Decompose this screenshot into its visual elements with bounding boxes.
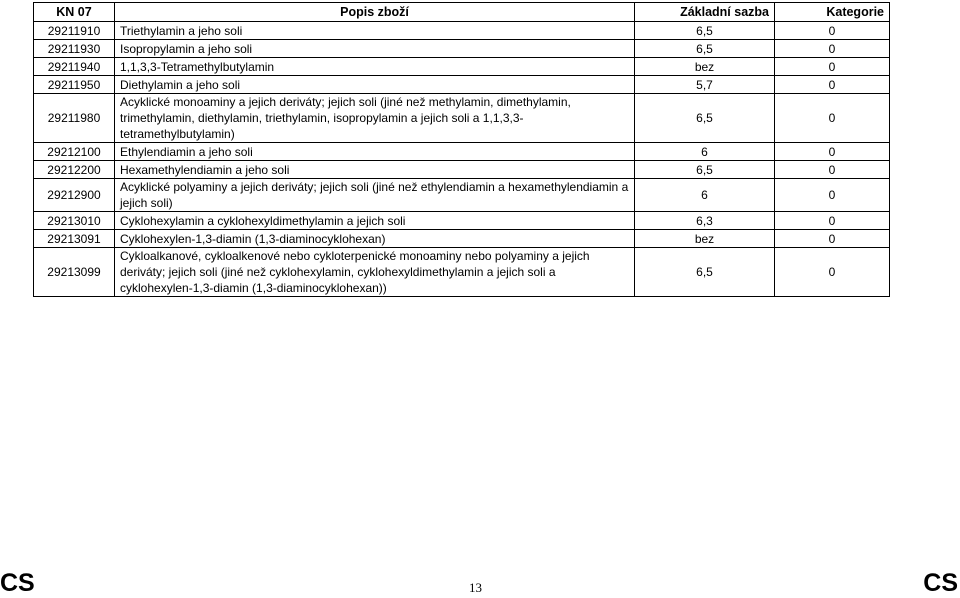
row-rate: 6,5	[635, 248, 775, 297]
row-rate: 6,5	[635, 161, 775, 179]
row-category: 0	[775, 143, 890, 161]
row-rate: 6,5	[635, 22, 775, 40]
row-code: 29211980	[34, 94, 115, 143]
row-category: 0	[775, 212, 890, 230]
header-category: Kategorie	[775, 3, 890, 22]
row-code: 29211930	[34, 40, 115, 58]
tariff-table	[33, 2, 890, 297]
row-code: 29211950	[34, 76, 115, 94]
footer-right-mark: CS	[923, 569, 958, 597]
footer-left-mark: CS	[0, 569, 35, 597]
row-category: 0	[775, 22, 890, 40]
table-row	[34, 76, 890, 94]
table-row	[34, 161, 890, 179]
table-row	[34, 212, 890, 230]
row-rate: 5,7	[635, 76, 775, 94]
row-code: 29212900	[34, 179, 115, 212]
row-description: Ethylendiamin a jeho soli	[115, 143, 635, 161]
table-row	[34, 143, 890, 161]
table-row	[34, 58, 890, 76]
row-rate: bez	[635, 58, 775, 76]
header-code: KN 07	[34, 3, 115, 22]
row-rate: 6	[635, 179, 775, 212]
row-code: 29213099	[34, 248, 115, 297]
table-row	[34, 94, 890, 143]
row-description: Triethylamin a jeho soli	[115, 22, 635, 40]
row-category: 0	[775, 248, 890, 297]
header-description: Popis zboží	[115, 3, 635, 22]
row-rate: bez	[635, 230, 775, 248]
row-category: 0	[775, 76, 890, 94]
row-code: 29211910	[34, 22, 115, 40]
table-row	[34, 179, 890, 212]
row-rate: 6	[635, 143, 775, 161]
row-category: 0	[775, 230, 890, 248]
row-category: 0	[775, 40, 890, 58]
page-number: 13	[469, 580, 482, 595]
row-category: 0	[775, 161, 890, 179]
table-row	[34, 40, 890, 58]
table-row	[34, 230, 890, 248]
row-description: Cyklohexylen-1,3-diamin (1,3-diaminocyklohexan)	[115, 230, 635, 248]
row-category: 0	[775, 179, 890, 212]
row-description: 1,1,3,3-Tetramethylbutylamin	[115, 58, 635, 76]
row-rate: 6,3	[635, 212, 775, 230]
row-code: 29211940	[34, 58, 115, 76]
row-description: Isopropylamin a jeho soli	[115, 40, 635, 58]
row-code: 29212200	[34, 161, 115, 179]
row-code: 29213091	[34, 230, 115, 248]
row-description: Acyklické monoaminy a jejich deriváty; jejich soli (jiné než methylamin, dimethylamin, trimethylamin, diethylamin, triethylamin, isopropylamin a jejich soli a 1,1,3,3-tetramethylbutylamin)	[115, 94, 635, 143]
header-rate: Základní sazba	[635, 3, 775, 22]
table-row	[34, 22, 890, 40]
row-description: Cykloalkanové, cykloalkenové nebo cykloterpenické monoaminy nebo polyaminy a jejich deriváty; jejich soli (jiné než cyklohexylamin, cyklohexyldimethylamin a jejich soli a cyklohexylen-1,3-diamin (1,3-diaminocyklohexan))	[115, 248, 635, 297]
row-rate: 6,5	[635, 94, 775, 143]
table-row	[34, 248, 890, 297]
table-header-row	[34, 3, 890, 22]
row-category: 0	[775, 58, 890, 76]
row-code: 29212100	[34, 143, 115, 161]
row-description: Diethylamin a jeho soli	[115, 76, 635, 94]
row-code: 29213010	[34, 212, 115, 230]
row-description: Acyklické polyaminy a jejich deriváty; jejich soli (jiné než ethylendiamin a hexamethylendiamin a jejich soli)	[115, 179, 635, 212]
row-rate: 6,5	[635, 40, 775, 58]
row-description: Hexamethylendiamin a jeho soli	[115, 161, 635, 179]
row-category: 0	[775, 94, 890, 143]
row-description: Cyklohexylamin a cyklohexyldimethylamin a jejich soli	[115, 212, 635, 230]
